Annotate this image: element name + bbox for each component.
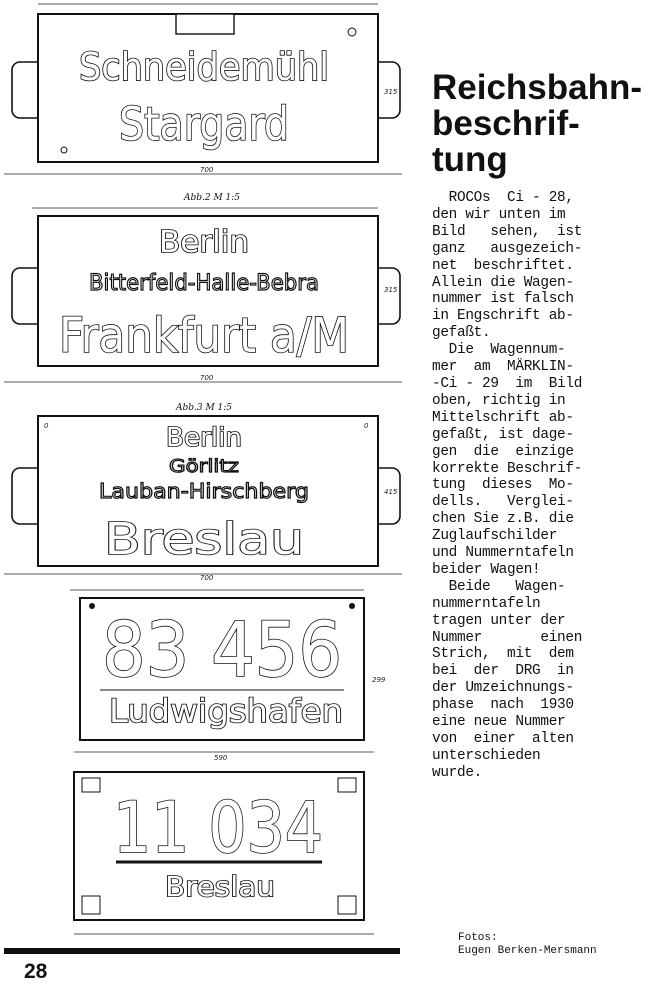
plate1-height-dim: 315: [384, 88, 398, 96]
body-line: unterschieden: [432, 747, 541, 764]
plate1-line2: Stargard: [119, 97, 289, 151]
plate5-line2: Breslau: [165, 870, 275, 903]
body-line: ROCOs Ci - 28,: [432, 190, 574, 206]
plate3-dimension: 700: [200, 574, 214, 582]
article-headline: [432, 70, 656, 178]
body-line: gefaßt, ist dage-: [432, 426, 574, 443]
plate-drawing-schneidemuehl: [4, 0, 402, 180]
body-line: net beschriftet.: [432, 257, 574, 274]
plate3-height-dim: 415: [384, 488, 398, 496]
plate4-number: 83 456: [102, 605, 342, 694]
technical-drawings: [4, 0, 402, 952]
headline-line-3: tung: [432, 140, 508, 179]
svg-text:0: 0: [44, 422, 49, 430]
photo-credit-label: Fotos:: [458, 932, 498, 944]
body-line: nummer ist falsch: [432, 291, 574, 308]
body-line: chen Sie z.B. die: [432, 511, 574, 528]
plate-drawing-11034: [4, 768, 402, 946]
plate-drawing-ludwigshafen: [4, 586, 402, 764]
body-line: wurde.: [432, 764, 483, 781]
body-line: dells. Verglei-: [432, 494, 574, 511]
plate1-dimension: 700: [200, 166, 214, 174]
plate4-dimension: 590: [214, 754, 228, 762]
body-line: bei der DRG in: [432, 663, 574, 680]
plate3-line1: Berlin: [166, 423, 242, 453]
body-line: ganz ausgezeich-: [432, 240, 583, 257]
article-body: [432, 190, 656, 782]
body-line: oben, richtig in: [432, 392, 566, 409]
plate4-height-dim: 299: [372, 676, 386, 684]
body-line: -Ci - 29 im Bild: [432, 375, 583, 392]
photo-credit-name: Eugen Berken-Mersmann: [458, 945, 597, 957]
body-line: korrekte Beschrif-: [432, 460, 583, 477]
body-line: gen die einzige: [432, 443, 574, 460]
body-line: der Umzeichnungs-: [432, 680, 574, 697]
plate1-line1: Schneidemühl: [79, 45, 329, 89]
plate2-line1: Berlin: [159, 225, 249, 260]
body-line: Strich, mit dem: [432, 646, 574, 663]
svg-text:0: 0: [364, 422, 369, 430]
body-line: in Engschrift ab-: [432, 308, 574, 325]
body-line: phase nach 1930: [432, 697, 574, 714]
body-line: Nummer einen: [432, 629, 583, 646]
headline-line-2: beschrif-: [432, 104, 580, 143]
article-column: [432, 70, 656, 782]
plate-drawing-breslau: [4, 398, 402, 582]
plate2-height-dim: 315: [384, 286, 398, 294]
body-line: tung dieses Mo-: [432, 477, 574, 494]
page-number: 28: [24, 960, 48, 983]
plate2-line2: Bitterfeld-Halle-Bebra: [89, 271, 319, 296]
body-line: Bild sehen, ist: [432, 223, 583, 240]
plate3-line4: Breslau: [104, 514, 304, 565]
plate3-line2: Görlitz: [169, 456, 239, 477]
body-line: Mittelschrift ab-: [432, 409, 574, 426]
body-line: nummerntafeln: [432, 595, 541, 612]
plate-drawing-frankfurt: [4, 186, 402, 390]
body-line: mer am MÄRKLIN-: [432, 359, 574, 376]
body-line: tragen unter der: [432, 612, 566, 629]
bottom-rule: [4, 948, 400, 954]
headline-line-1: Reichsbahn-: [432, 68, 643, 107]
photo-credit: [458, 932, 597, 958]
body-line: eine neue Nummer: [432, 714, 566, 731]
plate3-line3: Lauban-Hirschberg: [99, 479, 309, 503]
body-line: den wir unten im: [432, 206, 566, 223]
plate3-caption: Abb.3 M 1:5: [176, 403, 233, 413]
body-line: Die Wagennum-: [432, 342, 566, 359]
plate2-line3: Frankfurt a/M: [59, 308, 349, 364]
plate2-dimension: 700: [200, 374, 214, 382]
body-line: gefaßt.: [432, 325, 491, 342]
body-line: Allein die Wagen-: [432, 274, 574, 291]
plate4-line2: Ludwigshafen: [109, 692, 343, 730]
body-line: von einer alten: [432, 731, 574, 747]
plate5-number: 11 034: [113, 787, 323, 869]
plate2-caption: Abb.2 M 1:5: [184, 193, 241, 203]
body-line: Zuglaufschilder: [432, 528, 558, 545]
body-line: Beide Wagen-: [432, 578, 566, 595]
body-line: und Nummerntafeln: [432, 545, 574, 562]
body-line: beider Wagen!: [432, 561, 541, 578]
